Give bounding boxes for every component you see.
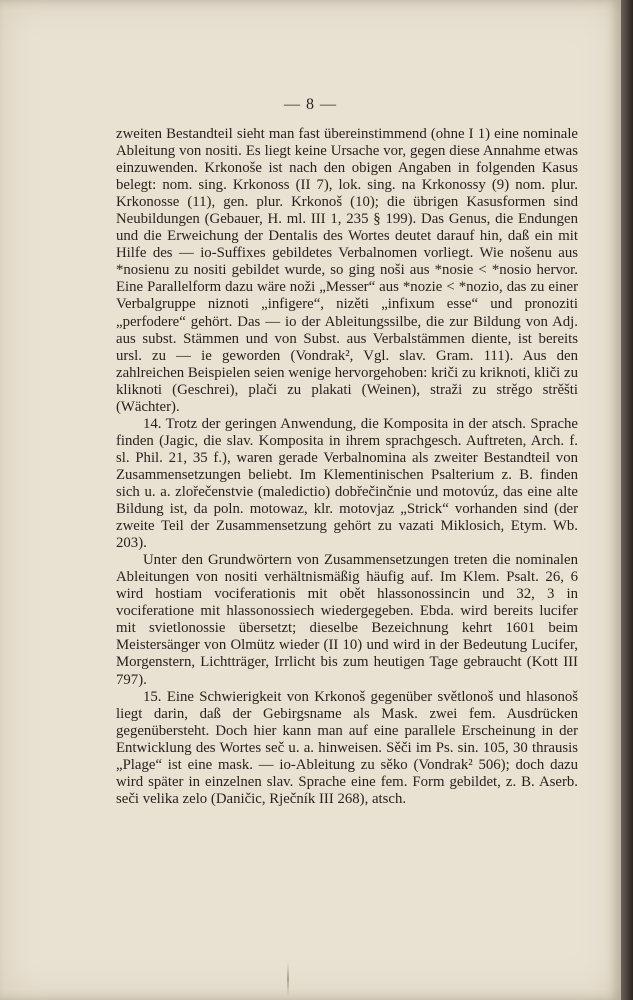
paragraph-continued: zweiten Bestandteil sieht man fast übereinstimmend (ohne I 1) eine nominale Ableitung von nositi. Es liegt keine Ursache vor, gegen diese Annahme etwas einzuwenden. Krkonoše ist nach den obigen Angaben in folgenden Kasus belegt: nom. sing. Krkonoss (II 7), lok. sing. na Krkonossy (9) nom. plur. Krkonosse (11), gen. plur. Krkonoš (10); die übrigen Kasusformen sind Neubildungen (Gebauer, H. ml. III 1, 235 § 199). Das Genus, die Endungen und die Erweichung der Dentalis des Wortes deutet darauf hin, daß ein mit Hilfe des — io-Suffixes gebildetes Verbalnomen vorliegt. Wie nošenu aus *nosienu zu nositi gebildet wurde, so ging noši aus *nosie < *nosio hervor. Eine Parallelform dazu wäre noži „Messer“ aus *nozie < *nozio, das zu einer Verbalgruppe niznoti „infigere“, nizěti „infixum esse“ und pronoziti „perfodere“ gehört. Das — io der Ableitungssilbe, die zur Bildung von Adj. aus subst. Stämmen und von Subst. aus Verbalstämmen diente, ist bereits ursl. zu — ie geworden (Vondrak², Vgl. slav. Gram. 111). Aus den zahlreichen Beispielen seien wenige hervorgehoben: kriči zu kriknoti, kliči zu kliknoti (Geschrei), plači zu plakati (Weinen), straži zu strěgo strěšti (Wächter). bbox=[116, 126, 578, 415]
book-edge-shadow bbox=[621, 0, 633, 1000]
paragraph-compounds: Unter den Grundwörtern von Zusammensetzungen treten die nominalen Ableitungen von nositi verhältnismäßig häufig auf. Im Klem. Psalt. 26, 6 wird hostiam vociferationis mit obět hlassonossincin und 32, 3 in vociferatione mit hlassonossiech wiedergegeben. Ebda. wird bereits lucifer mit svietlonossie übersetzt; dieselbe Bezeichnung kehrt 1601 beim Meistersänger von Olmütz wieder (II 10) und wird in der Bedeutung Lucifer, Morgenstern, Lichtträger, Irrlicht bis zum heutigen Tage gebraucht (Kott III 797). bbox=[116, 552, 578, 688]
body-text bbox=[116, 126, 578, 808]
page-number: — 8 — bbox=[284, 96, 337, 113]
paragraph-section-15: 15. Eine Schwierigkeit von Krkonoš gegenüber světlonoš und hlasonoš liegt darin, daß der Gebirgsname als Mask. zwei fem. Ausdrücken gegenübersteht. Doch hier kann man auf eine parallele Erscheinung in der Entwicklung des Wortes seč u. a. hinweisen. Sěči im Ps. sin. 105, 30 thrausis „Plage“ ist eine mask. — io-Ableitung zu sěko (Vondrak² 506); doch dazu wird später in einzelnen slav. Sprache eine fem. Form gebildet, z. B. Aserb. seči velika zelo (Daničic, Rječník III 268), atsch. bbox=[116, 688, 578, 807]
paper-crease bbox=[287, 962, 289, 996]
paragraph-section-14: 14. Trotz der geringen Anwendung, die Komposita in der atsch. Sprache finden (Jagic, die slav. Komposita in ihrem sprachgesch. Auftreten, Arch. f. sl. Phil. 21, 35 f.), waren gerade Verbalnomina als zweiter Bestandteil von Zusammensetzungen beliebt. Im Klementinischen Psalterium z. B. finden sich u. a. zlořečenstvie (maledictio) dobřečinčnie und motovúz, das eine alte Bildung ist, da poln. motowaz, klr. motovjaz „Strick“ vorhanden sind (der zweite Teil der Zusammensetzung gehört zu vazati Miklosich, Etym. Wb. 203). bbox=[116, 415, 578, 552]
